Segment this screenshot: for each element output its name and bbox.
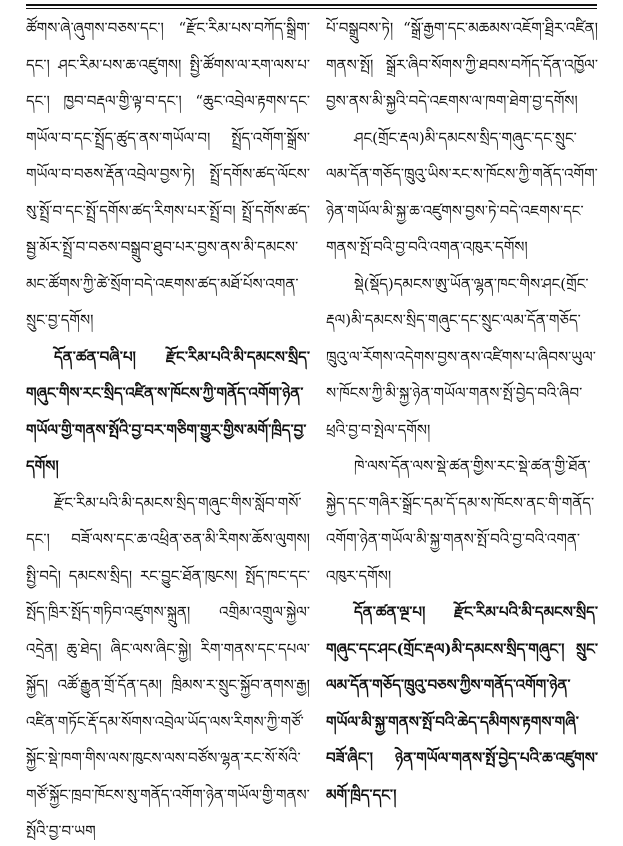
top-rule [26,4,597,6]
top-rule-thin [26,8,597,9]
left-column [26,10,310,840]
paragraph: ཤང(གྲོང་རྡལ)མི་དམངས་སྲིད་གཞུང་དང་སྲུང་ལམ་དོན་གཅོད་ཁྲུའུ་ཡིས་རང་ས་ཁོངས་ཀྱི་གནོད་འགོག་ཉེན་གཡོལ་མི་སྐྱ་ཆ་འཛུགས་བྱས་ཏེ་བདེ་འཇགས་དང་གནས་སྤོ་བའི་བྱ་བའི་འགན་འཁུར་དགོས། [326,128,598,256]
paragraph: ཁེ་ལས་དོན་ལས་སྡེ་ཚན་གྱིས་རང་སྡེ་ཚན་གྱི་ཐོན་སྐྱེད་དང་གཞིར་སྒྲོང་དམ་དོ་དམ་ས་ཁོངས་ནང་གི་གནོད་འགོག་ཉེན་གཡོལ་མི་སྐྱ་གནས་སྤོ་བའི་བྱ་བའི་འགན་འཁུར་དགོས། [326,457,595,585]
paragraph: སྡེ(སྡོད)དམངས་ཨུ་ཡོན་ལྷན་ཁང་གིས་ཤང(གྲོང་རྡལ)མི་དམངས་སྲིད་གཞུང་དང་སྲུང་ལམ་དོན་གཅོད་ཁྲུའུ་ལ་རོགས་འདེགས་བྱས་ནས་འཛིགས་པ་ཞིབས་ཡུལ་ས་ཁོངས་ཀྱི་མི་སྐྱ་ཉེན་གཡོལ་གནས་སྤོ་བྱེད་བའི་ཞིབ་ཕྲའི་བྱ་བ་སྤེལ་དགོས། [326,274,596,439]
column-gutter [314,10,315,840]
article-heading: དོན་ཚན་བཞི་པ། རྫོང་རིམ་པའི་མི་དམངས་སྲིད་གཞུང་གིས་རང་སྲིད་འཛིན་ས་ཁོངས་ཀྱི་གནོད་འགོག་ཉེན་གཡོལ་གྱི་གནས་སྤོའི་བྱ་བར་གཅིག་གྱུར་གྱིས་མགོ་ཁྲིད་བྱ་དགོས། [26,347,310,475]
paragraph: རྫོང་རིམ་པའི་མི་དམངས་སྲིད་གཞུང་གིས་སློབ་གསོ་དང་། བཟོ་ལས་དང་ཆ་འཕྲིན་ཅན་མི་རིགས་ཆོས་ལུགས། སྤྱི་བདེ། དམངས་སྲིད། རང་བྱུང་ཐོན་ཁུངས། སྤོད་ཁང་དང་སྤོད་ཁྲིར་སྤོད་གཏིབ་འཛུགས་སྐྲུན། འགྲིམ་འགྲུལ་སྐྱེལ་འདྲེན། ཆུ་ཐེད། ཞིང་ལས་ཞིང་སྐྱེ། རིག་གནས་དང་དཔལ་སྐྱོད། འཚོ་རྒྱུན་གྲོ་དོན་དམ། ཁྲིམས་ར་སྲུང་སྐྱོབ་ནགས་རྒྱ། འཛིན་གཏོང་རྡོ་དམ་སོགས་འབྲེལ་ཡོད་ལས་རིགས་ཀྱི་གཙོ་སྐྱོང་སྡེ་ཁག་གིས་ལས་ཁུངས་ལས་བཙོས་ལྷན་རང་སོ་སོའི་གཙོ་སྐྱོང་ཁྲབ་ཁོངས་སུ་གནོད་འགོག་ཉེན་གཡོལ་གྱི་གནས་སྤོའི་བྱ་བ་ཡག [26,493,310,840]
paragraph: ཚོགས་ཞེ་ཞུགས་བཅས་དང་། “རྫོང་རིམ་པས་བཀོད་སྒྲིག་དང་། ཤང་རིམ་པས་ཆ་འཛུགས། སྤྱི་ཚོགས་ལ་རག་ལས་པ་དང་། ཁྱབ་བརྡལ་གྱི་ལྟ་བ་དང་། “ཆུང་འབྲེལ་རྟགས་དང་གཡོལ་བ་དང་སྤྲོད་ཚུད་ནས་གཡོལ་བ། སྤྲོད་འགོག་སྒྲོས་གཡོལ་བ་བཅས་རྡོན་འབྲེལ་བྱས་ཏེ། སྤྲོ་དགོས་ཚད་ལོངས་སུ་སྤྲོ་བ་དང་སྤྲོ་དགོས་ཚད་རིགས་པར་སྤྲོ་བ། སྤྲོ་དགོས་ཚད་སྦྱ་མོར་སྤྲོ་བ་བཅས་བསྒྲུབ་ཐུབ་པར་བྱས་ནས་མི་དམངས་མང་ཚོགས་ཀྱི་ཚེ་སྲོག་བདེ་འཇགས་ཚད་མཐོ་པོས་འགན་སྲུང་བྱ་དགོས། [26,19,310,329]
right-column [326,10,598,840]
paragraph: པོ་བསྒྲུབས་ཏེ། “སྒྲོ་རྒྱག་དང་མཆམས་འཇོག་ཐྲིར་འཛིན། གནས་སྤོ། སྒྲོར་ཞིབ་སོགས་ཀྱི་ཐབས་བཀོད་དོན་འཁྱོལ་བྱས་ནས་མི་སྐྱའི་བདེ་འཇགས་ལ་ཁག་ཐེག་བྱ་དགོས། [326,19,598,110]
article-heading: དོན་ཚན་ལྔ་པ། རྫོང་རིམ་པའི་མི་དམངས་སྲིད་གཞུང་དང་ཤང(གྲོང་རྡལ)མི་དམངས་སྲིད་གཞུང་། སྲུང་ལམ་དོན་གཅོད་ཁྲུའུ་བཅས་ཀྱིས་གནོད་འགོག་ཉེན་གཡོལ་མི་སྐྱ་གནས་སྤོ་བའི་ཆེད་དམིགས་རྟགས་གཞི་བཟོ་ཞིང་། ཉེན་གཡོལ་གནས་སྤོ་བྱེད་པའི་ཆ་འཛུགས་མགོ་ཁྲིད་དང་། [326,603,598,804]
